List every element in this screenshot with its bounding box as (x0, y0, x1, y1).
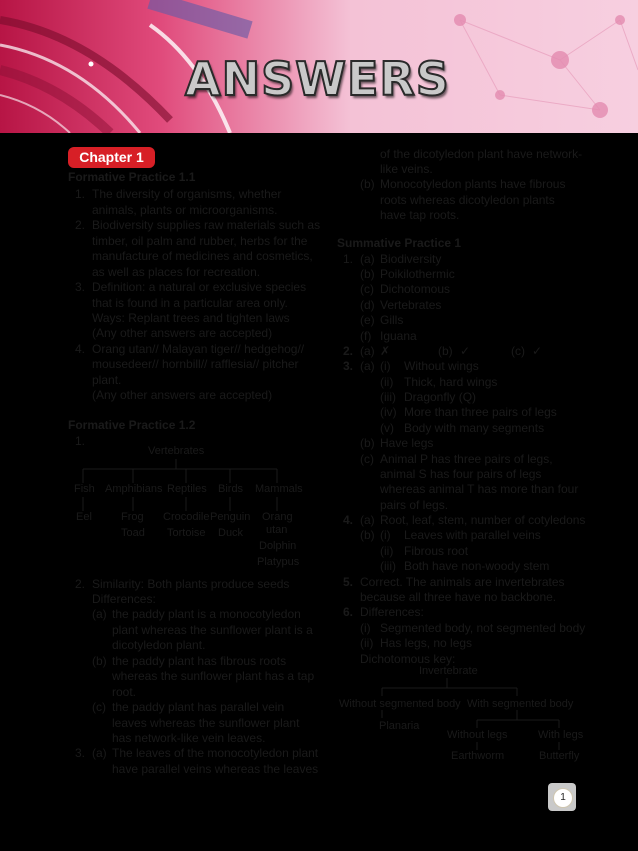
answer-line: Has legs, no legs (380, 636, 473, 650)
answer-line: mousedeer// hornbill// rafflesia// pitcher (92, 357, 299, 371)
answer-line: Poikilothermic (380, 267, 455, 281)
tree-lines (70, 443, 310, 573)
tree-group-reptiles: Reptiles (167, 483, 207, 495)
sub-label: (c) (511, 344, 525, 358)
question-number: 1. (343, 252, 354, 266)
key-leaf: Planaria (379, 720, 420, 732)
answer-line: whereas animal T has more than four (380, 482, 579, 496)
answer-line: Monocotyledon plants have fibrous (380, 177, 566, 191)
answer-line: Biodiversity supplies raw materials such as (92, 218, 321, 232)
answer-line: Dragonfly (Q) (404, 390, 477, 404)
answer-line: Thick, hard wings (404, 375, 498, 389)
answer-line: manufacture of medicines and cosmetics, (92, 249, 313, 263)
tree-leaf: Crocodile (163, 511, 210, 523)
answer-line: More than three pairs of legs (404, 405, 557, 419)
sub-label: (a) (360, 359, 375, 373)
formative-practice-heading: Formative Practice 1.1 (68, 170, 196, 184)
answer-line: timber, oil palm and rubber, herbs for the (92, 234, 308, 248)
sub-label: (ii) (360, 636, 374, 650)
answer-line: Dichotomous (380, 282, 451, 296)
tree-group-amphibians: Amphibians (105, 483, 163, 495)
summative-practice-heading: Summative Practice 1 (337, 236, 462, 250)
answer-line: The leaves of the monocotyledon plant (112, 746, 319, 760)
sub-label: (i) (380, 528, 391, 542)
answer-line: has network-like vein leaves. (112, 731, 266, 745)
sub-label: (b) (438, 344, 453, 358)
sub-label: (b) (360, 177, 375, 191)
answer-line: Vertebrates (380, 298, 442, 312)
sub-label: (i) (360, 621, 371, 635)
vertebrates-classification-tree (70, 443, 310, 573)
answer-line: as well as places for recreation. (92, 265, 261, 279)
key-branch: With legs (538, 729, 584, 741)
answer-line: Definition: a natural or exclusive species (92, 280, 307, 294)
dichotomous-key-tree (337, 662, 597, 772)
question-number: 1. (75, 434, 86, 448)
tree-group-birds: Birds (218, 483, 244, 495)
answer-line: pairs of legs. (380, 498, 449, 512)
check-mark: ✓ (460, 344, 471, 358)
tree-root: Vertebrates (148, 445, 205, 457)
answer-line: Segmented body, not segmented body (380, 621, 586, 635)
page-title: ANSWERS (185, 52, 450, 106)
answer-line: have parallel veins whereas the leaves (112, 762, 319, 776)
answer-line: the paddy plant has fibrous roots (112, 654, 287, 668)
question-number: 3. (75, 746, 86, 760)
question-number: 5. (343, 575, 354, 589)
question-number: 2. (343, 344, 354, 358)
answer-line: roots whereas dicotyledon plants (380, 193, 555, 207)
sub-label: (a) (92, 746, 107, 760)
tree-leaf: Frog (121, 511, 144, 523)
tree-group-mammals: Mammals (255, 483, 303, 495)
sub-label: (ii) (380, 544, 394, 558)
key-branch: With segmented body (467, 698, 574, 710)
answer-line: leaves whereas the sunflower plant (112, 716, 300, 730)
sub-label: (iii) (380, 559, 396, 573)
sub-label: (b) (92, 654, 107, 668)
answer-line: Gills (380, 313, 404, 327)
tree-leaf: utan (266, 524, 288, 536)
sub-label: (b) (360, 528, 375, 542)
key-leaf: Butterfly (539, 750, 580, 762)
sub-label: (b) (360, 436, 375, 450)
sub-label: (a) (360, 252, 375, 266)
sub-label: (a) (360, 344, 375, 358)
tree-leaf: Penguin (210, 511, 251, 523)
sub-label: (i) (380, 359, 391, 373)
question-number: 2. (75, 218, 86, 232)
sub-label: (d) (360, 298, 375, 312)
answer-line: root. (112, 685, 137, 699)
dichotomous-key-label: Dichotomous key: (360, 652, 456, 666)
key-leaf: Earthworm (451, 750, 505, 762)
answer-line: Root, leaf, stem, number of cotyledons (380, 513, 586, 527)
answer-line: Leaves with parallel veins (404, 528, 541, 542)
answer-line: The diversity of organisms, whether (92, 187, 282, 201)
answer-line: plant. (92, 373, 122, 387)
answer-line: Animal P has three pairs of legs, (380, 452, 553, 466)
answer-line: have tap roots. (380, 208, 460, 222)
answer-line: the paddy plant is a monocotyledon (112, 607, 301, 621)
key-branch: Without segmented body (339, 698, 461, 710)
answer-line: Biodiversity (380, 252, 442, 266)
tree-leaf: Platypus (257, 556, 300, 568)
tree-leaf: Dolphin (259, 540, 297, 552)
answer-line: of the dicotyledon plant have network- (380, 147, 583, 161)
formative-practice-heading: Formative Practice 1.2 (68, 418, 196, 432)
answer-line: Body with many segments (404, 421, 545, 435)
answer-line: Differences: (360, 605, 424, 619)
sub-label: (a) (360, 513, 375, 527)
answer-line: Fibrous root (404, 544, 469, 558)
sub-label: (iii) (380, 390, 396, 404)
answer-line: that is found in a particular area only. (92, 296, 288, 310)
answer-line: whereas the sunflower plant has a tap (112, 669, 315, 683)
tree-leaf: Eel (76, 511, 92, 523)
key-root: Invertebrate (419, 665, 478, 677)
tree-leaf: Duck (218, 527, 244, 539)
answer-line: Without wings (404, 359, 479, 373)
tree-leaf: Tortoise (167, 527, 206, 539)
question-number: 6. (343, 605, 354, 619)
answer-line: plant whereas the sunflower plant is a (112, 623, 313, 637)
answer-line: Similarity: Both plants produce seeds (92, 577, 290, 591)
answer-line: Iguana (380, 329, 417, 343)
question-number: 4. (343, 513, 354, 527)
sub-label: (f) (360, 329, 372, 343)
answer-line: (Any other answers are accepted) (92, 326, 273, 340)
question-number: 4. (75, 342, 86, 356)
sub-label: (a) (92, 607, 107, 621)
page-number: 1 (553, 788, 573, 808)
answer-line: Have legs (380, 436, 434, 450)
sub-label: (c) (360, 282, 374, 296)
cross-mark: ✗ (380, 344, 391, 358)
answer-line: Differences: (92, 592, 156, 606)
tree-group-fish: Fish (74, 483, 95, 495)
answer-line: dicotyledon plant. (112, 638, 206, 652)
answer-line: Correct. The animals are invertebrates (360, 575, 565, 589)
answer-line: Ways: Replant trees and tighten laws (92, 311, 290, 325)
chapter-tab: Chapter 1 (68, 147, 155, 168)
sub-label: (ii) (380, 375, 394, 389)
answer-line: Both have non-woody stem (404, 559, 550, 573)
question-number: 1. (75, 187, 86, 201)
key-branch: Without legs (447, 729, 508, 741)
sub-label: (b) (360, 267, 375, 281)
sub-label: (e) (360, 313, 375, 327)
answer-line: like veins. (380, 162, 433, 176)
tree-leaf: Toad (121, 527, 145, 539)
question-number: 3. (343, 359, 354, 373)
answer-line: (Any other answers are accepted) (92, 388, 273, 402)
sub-label: (iv) (380, 405, 397, 419)
answer-line: Orang utan// Malayan tiger// hedgehog// (92, 342, 305, 356)
question-number: 3. (75, 280, 86, 294)
sub-label: (c) (92, 700, 106, 714)
page-number-badge (548, 783, 576, 811)
answer-line: animals, plants or microorganisms. (92, 203, 278, 217)
question-number: 2. (75, 577, 86, 591)
tree-leaf: Orang (262, 511, 293, 523)
answer-line: the paddy plant has parallel vein (112, 700, 285, 714)
answer-line: animal S has four pairs of legs (380, 467, 542, 481)
check-mark: ✓ (532, 344, 543, 358)
answer-line: because all three have no backbone. (360, 590, 557, 604)
sub-label: (c) (360, 452, 374, 466)
sub-label: (v) (380, 421, 394, 435)
